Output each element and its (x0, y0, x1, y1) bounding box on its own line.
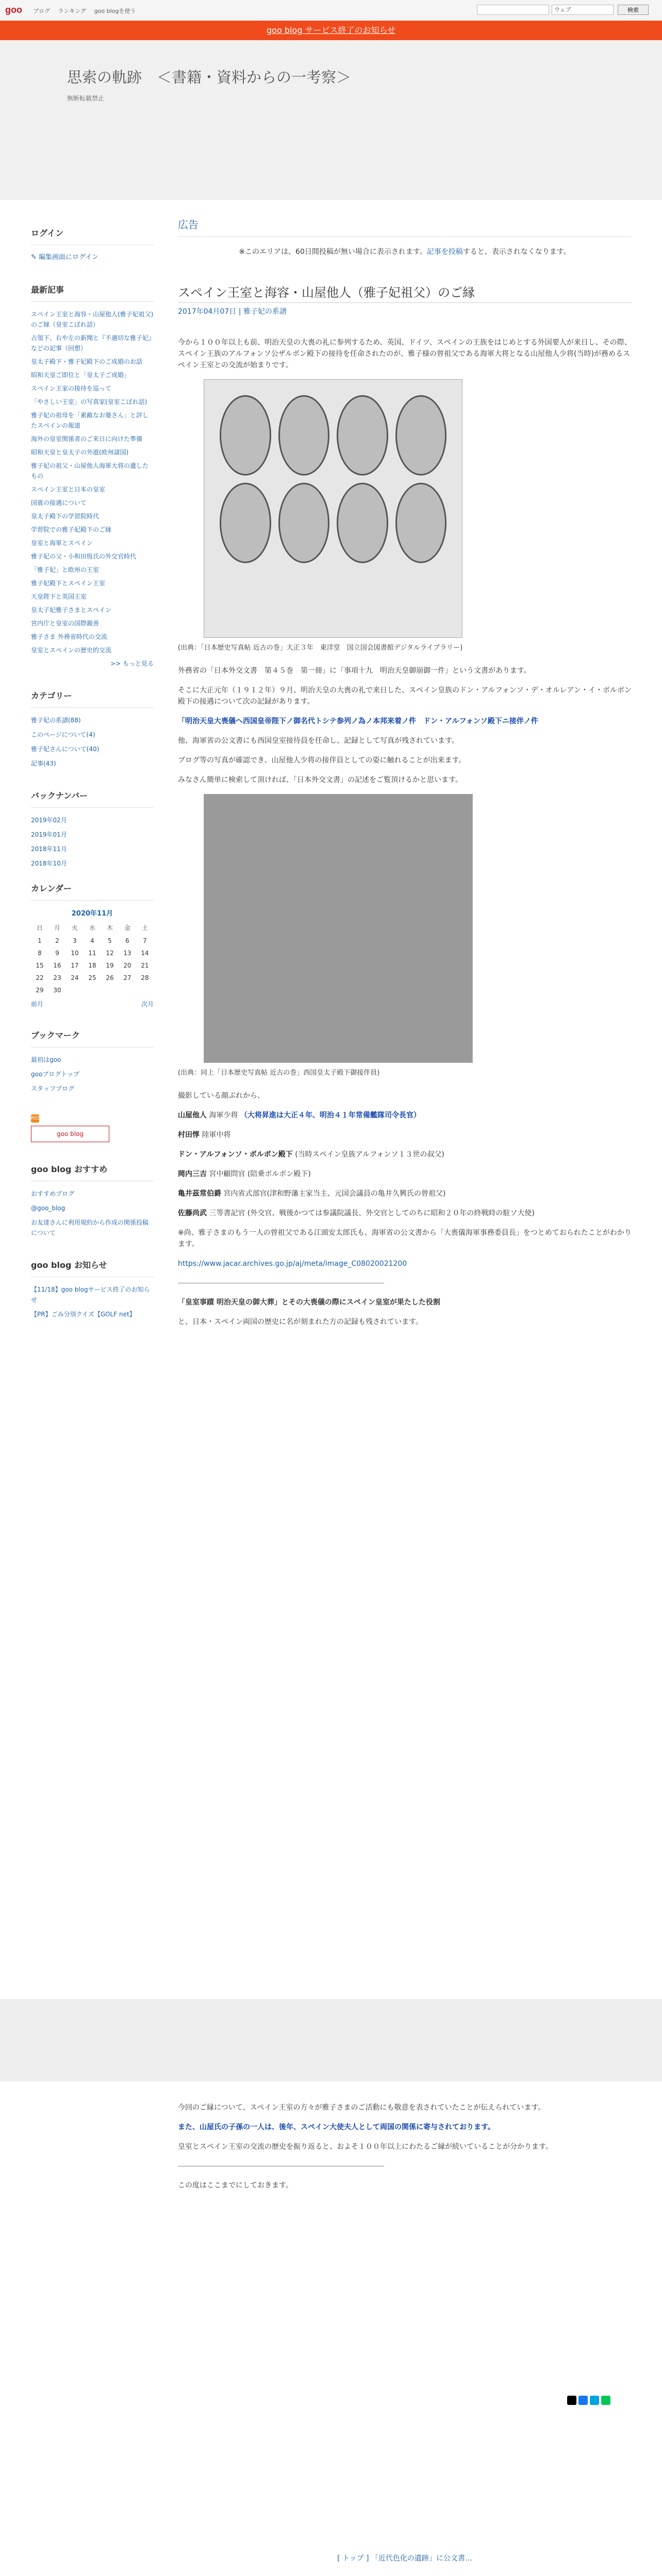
search-input[interactable] (477, 5, 549, 15)
weekday: 土 (141, 924, 148, 931)
calendar-day: 18 (88, 962, 96, 969)
calendar-section (31, 882, 154, 1008)
top-nav-blog[interactable]: ブログ (33, 8, 50, 14)
backnumber-item[interactable]: 2018年10月 (31, 860, 67, 867)
calendar-nav (31, 999, 154, 1008)
people-intro: 撮影している顔ぶれから、 (178, 1092, 264, 1100)
person-name: 岡内三吉 (178, 1170, 207, 1178)
calendar-day: 8 (38, 950, 42, 957)
portrait-oval (220, 395, 271, 476)
calendar-week (31, 972, 154, 984)
section-band (0, 1999, 662, 2081)
article-paragraph: ブログ等の写真が確認でき、山屋他人少将の接伴員としての姿に触れることが出来ます。 (178, 756, 466, 765)
calendar-day: 9 (55, 950, 59, 957)
blog-header (0, 40, 662, 200)
weekday: 金 (124, 924, 130, 931)
login-title: ログイン (31, 227, 154, 245)
recent-post-item[interactable]: 天皇陛下と英国王室 (31, 593, 87, 600)
calendar-day: 2 (55, 937, 59, 944)
recent-post-item[interactable]: 「雅子妃」と欧州の王室 (31, 566, 100, 573)
calendar-next-link[interactable]: 次月 (141, 1001, 154, 1008)
article-title[interactable]: スペイン王室と海容・山屋他人（雅子妃祖父）のご縁 (178, 282, 632, 303)
sidebar (31, 227, 154, 1340)
article-paragraph: 他、海軍省の公文書にも西国皇室接待員を任命し、記録として写真が残されています。 (178, 737, 459, 745)
portrait-oval (278, 483, 330, 563)
calendar-day (84, 984, 101, 996)
category-section (31, 689, 154, 769)
bookmark-item[interactable]: gooブログトップ (31, 1071, 79, 1078)
service-notice-bar (0, 21, 662, 40)
calendar-day: 19 (106, 962, 114, 969)
login-link-label: 編集画面にログイン (39, 253, 99, 261)
calendar-day: 17 (71, 962, 79, 969)
recommend-item[interactable]: おすすめブログ (31, 1190, 75, 1197)
recommend-item[interactable]: お友達さんに利用規約から作成の関係投稿について (31, 1219, 149, 1236)
bookmark-title: ブックマーク (31, 1029, 154, 1047)
backnumber-section (31, 789, 154, 867)
person-role: 陸軍中将 (202, 1131, 231, 1139)
calendar-day: 28 (141, 974, 149, 981)
login-section (31, 227, 154, 263)
backnumber-title: バックナンバー (31, 789, 154, 808)
person-entry (178, 1149, 632, 1160)
portrait-oval (337, 395, 388, 476)
calendar-day (101, 984, 119, 996)
calendar-day: 4 (90, 937, 94, 944)
portrait-oval (395, 395, 447, 476)
recent-post-item[interactable]: 雅子妃殿下とスペイン王室 (31, 580, 106, 587)
blog-title[interactable]: 思索の軌跡 ＜書籍・資料からの一考察＞ (67, 69, 352, 86)
calendar-day: 24 (71, 974, 79, 981)
calendar-day: 21 (141, 962, 149, 969)
top-bar (0, 0, 662, 21)
search-scope-select[interactable]: ウェブ (552, 5, 614, 15)
note-paragraph: ※尚、雅子さまのもう一人の曾祖父である江頭安太郎氏も、海軍省の公文書から「大喪儀海軍事務委員長」をつとめておられたことがわかります。 (178, 1229, 632, 1248)
person-name: 亀井茲常伯爵 (178, 1190, 221, 1198)
news-title: goo blog お知らせ (31, 1259, 154, 1277)
recommend-section (31, 1163, 154, 1238)
ad-title: 広告 (178, 216, 632, 237)
recent-post-item[interactable]: 昭和天皇と皇太子の外遊(欧州諸国) (31, 449, 129, 456)
recent-post-item[interactable]: 学習院での雅子妃殿下のご縁 (31, 526, 112, 533)
calendar-day: 29 (36, 987, 44, 994)
article-meta[interactable]: 2017年04月07日 | 雅子妃の系譜 (178, 308, 287, 316)
login-link[interactable] (31, 252, 154, 263)
recent-post-item[interactable]: 皇太子殿下・雅子妃殿下のご成婚のお話 (31, 358, 143, 365)
weekday: 火 (71, 924, 78, 931)
recent-post-item[interactable]: 占領下、右や左の新聞と『不適切な雅子妃』などの記事（回想） (31, 334, 152, 352)
recent-post-item[interactable]: 皇太子殿下の学習院時代 (31, 513, 100, 520)
calendar-week (31, 935, 154, 947)
top-nav-ranking[interactable]: ランキング (58, 8, 87, 14)
person-name: 佐藤尚武 (178, 1209, 207, 1217)
recent-post-item[interactable]: スペイン王室と日本の皇室 (31, 486, 106, 493)
category-item[interactable]: 記事(43) (31, 760, 56, 767)
person-entry (178, 1208, 632, 1219)
x-share-icon[interactable] (567, 2396, 576, 2405)
bookmark-item[interactable]: 最初はgoo (31, 1056, 61, 1063)
search-button[interactable]: 検索 (618, 5, 649, 15)
recent-post-item[interactable]: 雅子妃の祖母を「素敵なお婆さん」と評したスペインの報道 (31, 412, 149, 429)
hatena-share-icon[interactable] (590, 2396, 599, 2405)
recommend-item[interactable]: @goo_blog (31, 1205, 65, 1212)
category-title: カテゴリー (31, 689, 154, 708)
closing-paragraph: と、日本・スペイン両国の歴史に名が刻まれた方の記録も残されています。 (178, 1318, 423, 1326)
calendar-day: 12 (106, 950, 114, 957)
category-item[interactable]: 雅子妃の系譜(88) (31, 717, 81, 724)
source-url-link[interactable]: https://www.jacar.archives.go.jp/aj/meta/image_C08020021200 (178, 1260, 407, 1268)
person-entry (178, 1110, 632, 1121)
calendar-week (31, 984, 154, 996)
article-paragraph: 皇室とスペイン王室の交流の歴史を振り返ると、およそ１００年以上にわたるご縁が続いていることが分かります。 (178, 2143, 553, 2151)
calendar-day: 25 (88, 974, 96, 981)
backnumber-item[interactable]: 2018年11月 (31, 845, 67, 853)
person-entry (178, 1168, 632, 1180)
group-photo (204, 794, 473, 1063)
calendar-day: 27 (123, 974, 131, 981)
category-item[interactable]: このページについて(4) (31, 731, 95, 738)
blog-description: 無断転載禁止 (67, 95, 105, 102)
service-notice-link[interactable]: goo blog サービス終了のお知らせ (267, 25, 395, 35)
line-share-icon[interactable] (601, 2396, 610, 2405)
portrait-grid (204, 380, 462, 579)
person-note: （大将昇進は大正４年、明治４１年常備艦隊司令長官） (240, 1111, 421, 1120)
recent-post-item[interactable]: 雅子妃の父・小和田恆氏の外交官時代 (31, 553, 137, 560)
recent-posts-title: 最新記事 (31, 283, 154, 302)
calendar-prev-link[interactable]: 前月 (31, 1001, 44, 1008)
recent-post-item[interactable]: 「やさしい王室」の写真家(皇室こぼれ話) (31, 398, 147, 405)
rss-icon[interactable]: RSS (31, 1114, 39, 1123)
calendar-day: 14 (141, 950, 149, 957)
news-item[interactable]: 【11/18】goo blogサービス終了のお知らせ (31, 1286, 150, 1303)
goo-blog-banner[interactable]: goo blog (31, 1126, 109, 1142)
facebook-share-icon[interactable] (578, 2396, 588, 2405)
portrait-oval (278, 395, 330, 476)
weekday: 水 (89, 924, 95, 931)
top-nav (33, 7, 142, 15)
person-name: ドン・アルフォンソ・ボルボン殿下 (178, 1150, 293, 1159)
recent-post-item[interactable]: 皇室と海軍とスペイン (31, 539, 93, 547)
calendar-day (119, 984, 136, 996)
calendar-day: 11 (88, 950, 96, 957)
more-posts-link[interactable]: >> もっと見る (110, 660, 154, 667)
news-section (31, 1259, 154, 1319)
article-paragraph: みなさん簡単に検索して頂ければ、「日本外交文書」の記述をご覧頂けるかと思います。 (178, 776, 462, 784)
calendar-day: 10 (71, 950, 79, 957)
recent-post-item[interactable]: 皇太子妃雅子さまとスペイン (31, 606, 112, 614)
recent-posts-section (31, 283, 154, 669)
person-note: (陪乗ボルボン殿下) (247, 1170, 311, 1178)
calendar-day: 15 (36, 962, 44, 969)
calendar-day: 5 (108, 937, 112, 944)
article-continuation (178, 2102, 632, 2199)
person-entry (178, 1188, 632, 1199)
calendar-day: 16 (53, 962, 61, 969)
backnumber-item[interactable]: 2019年01月 (31, 831, 67, 838)
calendar-week (31, 947, 154, 959)
calendar-day: 1 (38, 937, 42, 944)
goo-logo[interactable]: goo (5, 5, 22, 15)
calendar-day: 13 (123, 950, 131, 957)
calendar-day (136, 984, 154, 996)
weekday: 日 (36, 924, 43, 931)
person-note: 宮内省式部官(津和野藩主家当主、元国会議員の亀井久興氏の曾祖父) (223, 1190, 446, 1198)
source-url (178, 1258, 632, 1269)
person-role: 三等書記官 (209, 1209, 245, 1217)
backnumber-item[interactable]: 2019年02月 (31, 817, 67, 824)
recent-post-item[interactable]: 海外の皇室関係者のご来日に向けた準備 (31, 435, 143, 443)
portrait-oval (395, 483, 447, 563)
person-role: 海軍少将 (209, 1111, 238, 1120)
recent-post-item[interactable]: 昭和天皇ご即位と「皇太子ご成婚」 (31, 371, 130, 379)
person-name: 村田惇 (178, 1131, 200, 1139)
recent-post-item[interactable]: 雅子妃の祖父・山屋他人海軍大将の遺したもの (31, 462, 149, 480)
person-name: 山屋他人 (178, 1111, 207, 1120)
article-paragraph: また、山屋氏の子孫の一人は、後年、スペイン大使夫人として両国の関係に寄与されております。 (178, 2123, 495, 2131)
ad-note-tail: すると、表示されなくなります。 (462, 248, 571, 256)
calendar-weekday-row (31, 921, 154, 935)
recent-post-item[interactable]: 宮内庁と皇室の国際親善 (31, 620, 100, 627)
photo-caption: (出典：「日本歴史写真帖 近古の巻」大正３年 東洋堂 国立国会図書館デジタルライブラリー) (178, 644, 463, 652)
calendar-day: 22 (36, 974, 44, 981)
recommend-title: goo blog おすすめ (31, 1163, 154, 1181)
calendar-week (31, 959, 154, 972)
portrait-oval (220, 483, 271, 563)
group-photo-caption: (出典：同上「日本歴史写真帖 近古の巻」西国皇太子殿下御接伴員) (178, 1069, 380, 1077)
article-paragraph: そこに大正元年（１９１２年）９月、明治天皇の大喪の礼で来日した、スペイン皇族のドン・アルフォンソ・デ・オルレアン・イ・ボルボン殿下の接遇について次の記録があります。 (178, 686, 632, 706)
bookmark-section (31, 1029, 154, 1094)
calendar-day (66, 984, 84, 996)
person-entry (178, 1129, 632, 1141)
calendar-day: 30 (53, 987, 61, 994)
ad-note-text: ※このエリアは、60日間投稿が無い場合に表示されます。 (239, 248, 427, 256)
calendar-day: 23 (53, 974, 61, 981)
calendar-day: 26 (106, 974, 114, 981)
weekday: 木 (106, 924, 113, 931)
rss-section (31, 1114, 154, 1142)
ad-note (178, 246, 632, 257)
backnumber-scroll-list[interactable] (31, 815, 154, 867)
article-paragraph: 今から１００年以上も前、明治天皇の大喪の礼に参列するため、英国、ドイツ、スペインの王族をはじめとする外国要人が来日し、その際、スペイン王族のアルフォンソ公ザルボン殿下の接待を任命されたのが、雅子様の曾祖父である海軍大将となる山屋他人少将(当時)が務めるスペイン王室との交流が始まりです。 (178, 338, 632, 369)
portrait-oval (337, 483, 388, 563)
news-item[interactable]: 【PR】ごみ分別クイズ【GOLF net】 (31, 1311, 136, 1318)
recent-post-item[interactable]: スペイン王家の接待を巡って (31, 385, 112, 392)
article-paragraph: 外務省の「日本外交文書 第４５巻 第一冊」に「事項十九 明治天皇御崩御一件」という文書があります。 (178, 667, 531, 675)
calendar-day: 3 (73, 937, 77, 944)
weekday: 月 (54, 924, 60, 931)
calendar-table (31, 921, 154, 996)
recent-post-item[interactable]: スペイン王室と海容・山屋他人(雅子妃祖父)のご縁（皇室こぼれ話） (31, 311, 154, 328)
recent-post-item[interactable]: 皇室とスペインの歴史的交流 (31, 647, 112, 654)
bookmark-item[interactable]: スタッフブログ (31, 1085, 75, 1092)
article-paragraph: この度はここまでにしておきます。 (178, 2181, 293, 2190)
article-quote: 「明治天皇大喪儀へ西国皇帝陛下ノ御名代トシテ参列ノ為ノ本邦来着ノ件 ドン・アルフォンソ殿下ニ接伴ノ件 (178, 717, 538, 725)
calendar-day: 6 (125, 937, 129, 944)
category-item[interactable]: 雅子妃さんについて(40) (31, 745, 100, 753)
article-paragraph: 今回のご縁について、スペイン王室の方々が雅子さまのご活動にも敬意を表されていたことが伝えられています。 (178, 2104, 545, 2112)
share-buttons (567, 2396, 610, 2405)
recent-post-item[interactable]: 雅子さま 外務省時代の交流 (31, 633, 107, 640)
calendar-day: 20 (123, 962, 131, 969)
main-content (178, 216, 632, 1336)
bold-paragraph: 「皇室事蹟 明治天皇の御大葬」とその大喪儀の際にスペイン皇室が果たした役割 (178, 1298, 440, 1307)
calendar-month: 2020年11月 (71, 910, 113, 918)
portrait-photo (204, 379, 462, 638)
recent-post-item[interactable]: 国賓の接遇について (31, 499, 87, 506)
top-nav-use[interactable]: goo blogを使う (94, 8, 136, 14)
person-note: (外交官、戦後かつては参議院議長、外交官としてのちに昭和２０年の終戦時の駐ソ大使) (247, 1209, 535, 1217)
person-note: (当時スペイン皇族アルフォンソ１３世の叔父) (295, 1150, 444, 1159)
pencil-icon: ✎ (31, 253, 39, 261)
calendar-day: 7 (143, 937, 147, 944)
post-navigation[interactable]: [ トップ ] 「近代色化の遺跡」に公文書… (337, 2554, 472, 2563)
post-article-link[interactable]: 記事を投稿 (426, 248, 463, 256)
calendar-title: カレンダー (31, 882, 154, 901)
person-role: 宮中顧問官 (209, 1170, 245, 1178)
